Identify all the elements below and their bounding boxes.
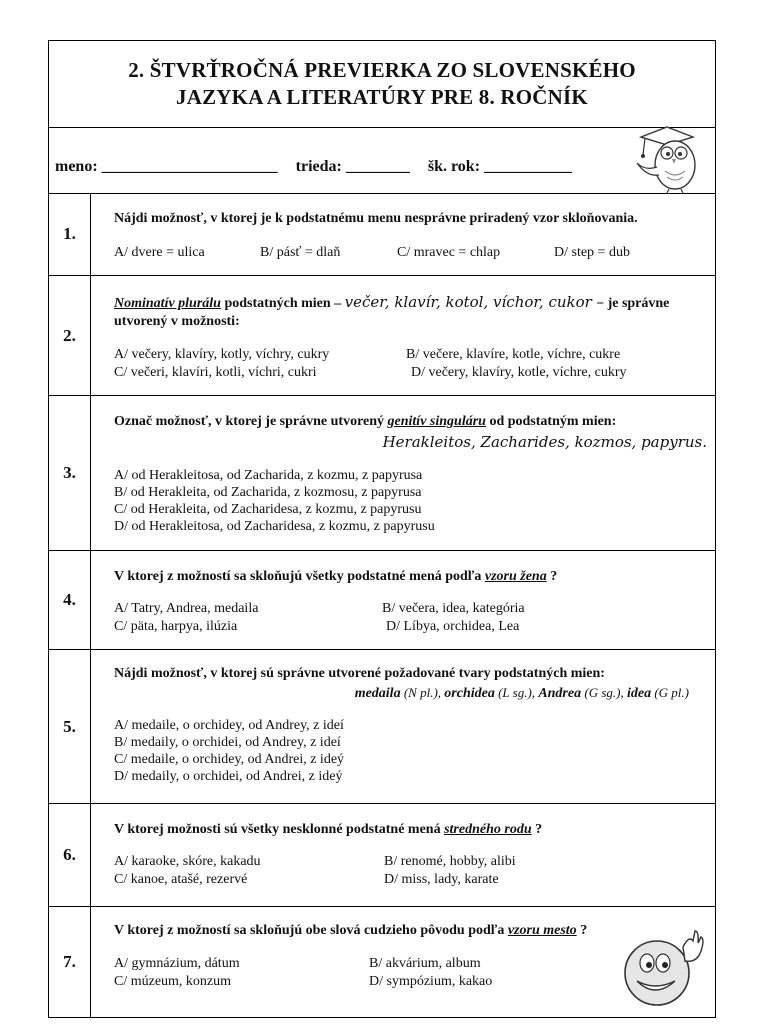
question-row-6 [49,804,715,907]
question-text: V ktorej z možností sa skloňujú obe slová cudzieho pôvodu podľa vzoru mesto ? [114,923,588,938]
answer-a[interactable]: A/ gymnázium, dátum [114,956,240,971]
title-line-1: 2. ŠTVRŤROČNÁ PREVIERKA ZO SLOVENSKÉHO [128,58,636,82]
question-row-5 [49,650,715,804]
question-number: 4. [49,551,91,649]
answer-d[interactable]: D/ od Herakleitosa, od Zacharidesa, z kozmu, z papyrusu [114,519,435,534]
question-number: 6. [49,804,91,906]
student-info-row [49,127,715,194]
owl-icon [627,115,711,193]
answer-c[interactable]: C/ medaile, o orchidey, od Andrei, z ideý [114,752,345,767]
answer-b[interactable]: B/ večera, idea, kategória [382,601,525,616]
question-number: 7. [49,907,91,1017]
question-text: V ktorej z možností sa skloňujú všetky podstatné mená podľa vzoru žena ? [114,569,558,584]
grammar-term: vzoru žena [484,569,547,584]
answer-d[interactable]: D/ step = dub [554,245,630,260]
answer-b[interactable]: B/ pásť = dlaň [260,245,341,260]
question-text: Označ možnosť, v ktorej je správne utvorený genitív singuláru od podstatným mien: [114,414,617,429]
word-list: večer, klavír, kotol, víchor, cukor – [344,293,605,311]
answer-a[interactable]: A/ od Herakleitosa, od Zacharida, z kozmu, z papyrusa [114,468,423,483]
answer-d[interactable]: D/ medaily, o orchidei, od Andrei, z ideý [114,769,343,784]
smiley-icon [619,925,705,1011]
answer-a[interactable]: A/ večery, klavíry, kotly, víchry, cukry [114,347,330,362]
answer-d[interactable]: D/ Líbya, orchidea, Lea [386,619,520,634]
question-text: Nominatív plurálu podstatných mien – večer, klavír, kotol, víchor, cukor – je správne [114,293,670,311]
grammar-term: Nominatív plurálu [114,296,221,311]
question-number: 5. [49,650,91,803]
question-row-3 [49,396,715,551]
answer-d[interactable]: D/ miss, lady, karate [384,872,499,887]
answer-c[interactable]: C/ päta, harpya, ilúzia [114,619,238,634]
info-line [55,158,572,176]
answer-d[interactable]: D/ večery, klavíry, kotle, víchre, cukry [411,365,627,380]
grammar-term: genitív singuláru [387,414,486,429]
question-text: Nájdi možnosť, v ktorej je k podstatnému menu nesprávne priradený vzor skloňovania. [114,211,638,226]
question-text: Nájdi možnosť, v ktorej sú správne utvorené požadované tvary podstatných mien: [114,666,605,681]
answer-c[interactable]: C/ mravec = chlap [397,245,501,260]
answer-a[interactable]: A/ karaoke, skóre, kakadu [114,854,261,869]
page-title [49,41,715,128]
answer-b[interactable]: B/ večere, klavíre, kotle, víchre, cukre [406,347,621,362]
answer-a[interactable]: A/ medaile, o orchidey, od Andrey, z ideí [114,718,344,733]
answer-a[interactable]: A/ Tatry, Andrea, medaila [114,601,259,616]
title-line-2: JAZYKA A LITERATÚRY PRE 8. ROČNÍK [176,85,588,109]
grammar-term: stredného rodu [444,822,532,837]
answer-b[interactable]: B/ renomé, hobby, alibi [384,854,516,869]
question-number: 1. [49,193,91,275]
question-row-7 [49,907,715,1017]
grammar-term: vzoru mesto [507,923,577,938]
question-row-1 [49,193,715,276]
class-field[interactable]: trieda: ________ [295,158,410,175]
word-list: Herakleitos, Zacharides, kozmos, papyrus. [382,433,707,451]
answer-b[interactable]: B/ medaily, o orchidei, od Andrey, z ideí [114,735,341,750]
requested-forms: medaila (N pl.), orchidea (L sg.), Andrea (G sg.), idea (G pl.) [354,685,689,701]
question-number: 2. [49,276,91,395]
answer-c[interactable]: C/ od Herakleita, od Zacharidesa, z kozmu, z papyrusu [114,502,422,517]
answer-b[interactable]: B/ akvárium, album [369,956,481,971]
answer-a[interactable]: A/ dvere = ulica [114,245,205,260]
name-field[interactable]: meno: ______________________ [55,158,278,175]
answer-d[interactable]: D/ sympózium, kakao [369,974,493,989]
question-row-2 [49,276,715,396]
question-text-line-2: utvorený v možnosti: [114,314,240,329]
test-sheet [48,40,716,1018]
question-row-4 [49,551,715,650]
answer-c[interactable]: C/ kanoe, atašé, rezervé [114,872,248,887]
answer-c[interactable]: C/ večeri, klavíri, kotli, víchri, cukri [114,365,317,380]
answer-c[interactable]: C/ múzeum, konzum [114,974,232,989]
question-text: V ktorej možnosti sú všetky nesklonné podstatné mená stredného rodu ? [114,822,543,837]
word-list-line [114,433,707,453]
question-number: 3. [49,396,91,550]
answer-b[interactable]: B/ od Herakleita, od Zacharida, z kozmosu, z papyrusa [114,485,422,500]
school-year-field[interactable]: šk. rok: ___________ [427,158,573,175]
